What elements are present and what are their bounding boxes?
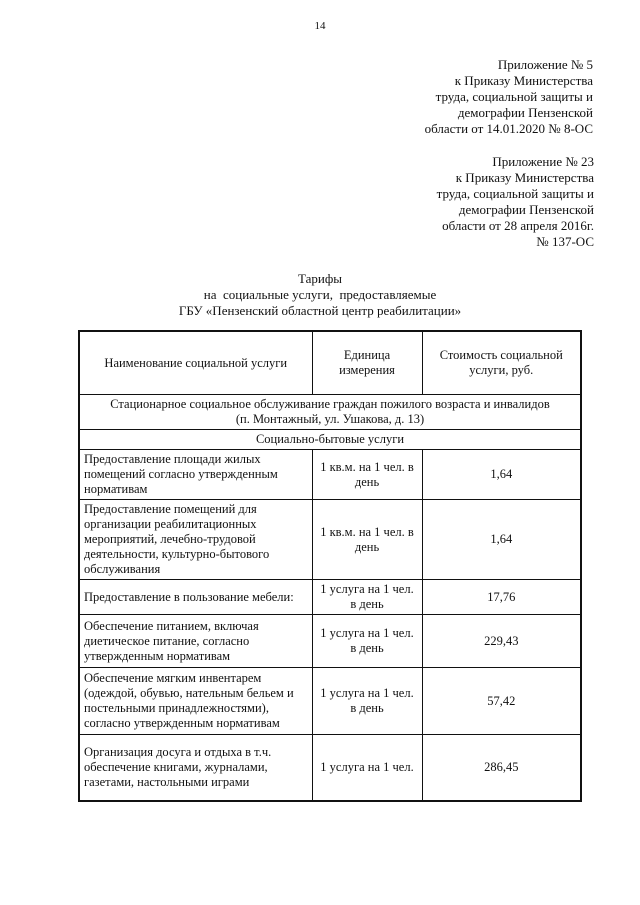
service-name: Организация досуга и отдыха в т.ч. обеспечение книгами, журналами, газетами, настольными играми (79, 735, 312, 801)
appendix-current-line: демографии Пензенской (457, 105, 593, 120)
document-title (0, 271, 640, 319)
section-title-line-1: Стационарное социальное обслуживание граждан пожилого возраста и инвалидов (110, 397, 550, 411)
page-number: 14 (314, 20, 326, 32)
appendix-original-line: к Приказу Министерства (455, 170, 594, 185)
appendix-current-line: области от 14.01.2020 № 8-ОС (424, 121, 593, 136)
table-row (79, 668, 581, 735)
table-row (79, 450, 581, 500)
service-unit: 1 услуга на 1 чел. (312, 735, 422, 801)
service-name: Обеспечение питанием, включая диетическое питание, согласно утвержденным нормативам (79, 615, 312, 668)
section-row (79, 395, 581, 430)
appendix-current-line: Приложение № 5 (497, 57, 593, 72)
section-title (79, 395, 581, 430)
appendix-original-line: демографии Пензенской (458, 202, 594, 217)
subsection-row (79, 430, 581, 450)
service-price: 57,42 (422, 668, 581, 735)
service-name: Предоставление в пользование мебели: (79, 580, 312, 615)
appendix-original-line: области от 28 апреля 2016г. (442, 218, 594, 233)
subsection-title: Социально-бытовые услуги (79, 430, 581, 450)
title-line-1: Тарифы (297, 271, 342, 286)
table-header-row (79, 331, 581, 395)
title-line-2: на социальные услуги, предоставляемые (203, 287, 437, 302)
appendix-current-line: к Приказу Министерства (454, 73, 593, 88)
service-price: 17,76 (422, 580, 581, 615)
service-name: Предоставление помещений для организации реабилитационных мероприятий, лечебно-трудовой деятельности, культурно-бытового обслуживания (79, 500, 312, 580)
table-row (79, 615, 581, 668)
service-unit: 1 кв.м. на 1 чел. в день (312, 500, 422, 580)
header-unit: Единица измерения (312, 331, 422, 395)
table-row (79, 580, 581, 615)
appendix-original-line: № 137-ОС (536, 234, 594, 249)
title-line-3: ГБУ «Пензенский областной центр реабилитации» (178, 303, 462, 318)
header-price: Стоимость социальной услуги, руб. (422, 331, 581, 395)
table-row (79, 500, 581, 580)
service-price: 1,64 (422, 450, 581, 500)
service-name: Обеспечение мягким инвентарем (одеждой, обувью, нательным бельем и постельными принадлежностями), согласно утвержденным нормативам (79, 668, 312, 735)
appendix-original-line: труда, социальной защиты и (436, 186, 594, 201)
appendix-current-line: труда, социальной защиты и (435, 89, 593, 104)
service-price: 286,45 (422, 735, 581, 801)
table-row (79, 735, 581, 801)
service-name: Предоставление площади жилых помещений согласно утвержденным нормативам (79, 450, 312, 500)
tariffs-table (78, 330, 582, 802)
appendix-original-block (354, 154, 594, 250)
section-title-line-2: (п. Монтажный, ул. Ушакова, д. 13) (235, 412, 425, 426)
header-service-name: Наименование социальной услуги (79, 331, 312, 395)
service-unit: 1 услуга на 1 чел. в день (312, 668, 422, 735)
appendix-current-block (353, 57, 593, 137)
service-unit: 1 услуга на 1 чел. в день (312, 580, 422, 615)
appendix-original-line: Приложение № 23 (492, 154, 594, 169)
service-unit: 1 услуга на 1 чел. в день (312, 615, 422, 668)
service-unit: 1 кв.м. на 1 чел. в день (312, 450, 422, 500)
service-price: 1,64 (422, 500, 581, 580)
service-price: 229,43 (422, 615, 581, 668)
